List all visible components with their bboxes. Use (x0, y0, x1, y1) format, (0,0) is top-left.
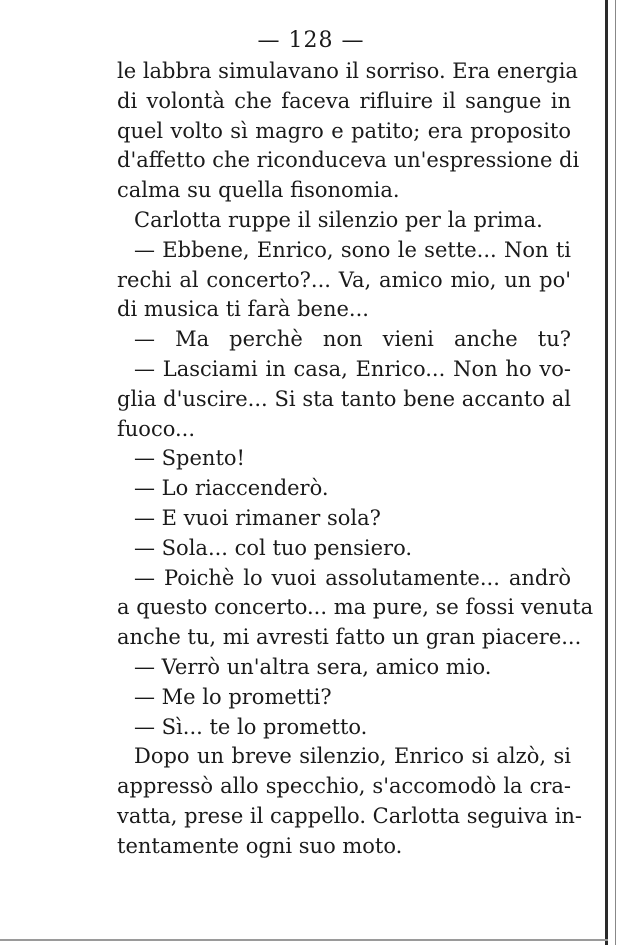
page-number: — 128 — (257, 28, 365, 53)
text-line: quel volto sì magro e patito; era proposito (117, 118, 571, 143)
text-line: — Sola... col tuo pensiero. (134, 535, 413, 560)
text-line: Carlotta ruppe il silenzio per la prima. (134, 207, 543, 232)
text-line: appressò allo specchio, s'accomodò la cra- (117, 774, 571, 799)
text-line: — Lasciami in casa, Enrico... Non ho vo- (134, 356, 571, 381)
page-text (117, 57, 594, 862)
text-line: a questo concerto... ma pure, se fossi venuta (117, 595, 594, 620)
text-line: tentamente ogni suo moto. (117, 833, 403, 858)
text-line: Dopo un breve silenzio, Enrico si alzò, si (134, 744, 571, 769)
text-line: di musica ti farà bene... (117, 297, 369, 322)
text-line: calma su quella fisonomia. (117, 178, 400, 203)
page-edge-bottom (0, 939, 608, 941)
text-line: — Spento! (134, 446, 245, 471)
text-line: anche tu, mi avresti fatto un gran piacere... (117, 625, 582, 650)
text-line: — Me lo prometti? (134, 684, 332, 709)
text-line: vatta, prese il cappello. Carlotta seguiva in- (117, 803, 583, 828)
text-line: d'affetto che riconduceva un'espressione di (117, 148, 580, 173)
text-line: di volontà che faceva rifluire il sangue in (117, 88, 571, 113)
text-line: — E vuoi rimaner sola? (134, 505, 381, 530)
page-edge-right (605, 0, 608, 945)
text-line: — Ebbene, Enrico, sono le sette... Non ti (134, 237, 571, 262)
text-line: le labbra simulavano il sorriso. Era energia (117, 59, 578, 83)
text-line: rechi al concerto?... Va, amico mio, un po' (117, 267, 571, 292)
text-line: — Lo riaccenderò. (134, 476, 329, 501)
text-line: — Verrò un'altra sera, amico mio. (134, 654, 492, 679)
text-line: — Sì... te lo prometto. (134, 714, 368, 739)
text-line: fuoco... (117, 416, 196, 441)
text-line: — Poichè lo vuoi assolutamente... andrò (134, 565, 571, 590)
text-line: glia d'uscire... Si sta tanto bene accanto al (117, 386, 571, 411)
text-line: — Ma perchè non vieni anche tu? (134, 327, 571, 352)
page-edge-outer (615, 0, 616, 945)
